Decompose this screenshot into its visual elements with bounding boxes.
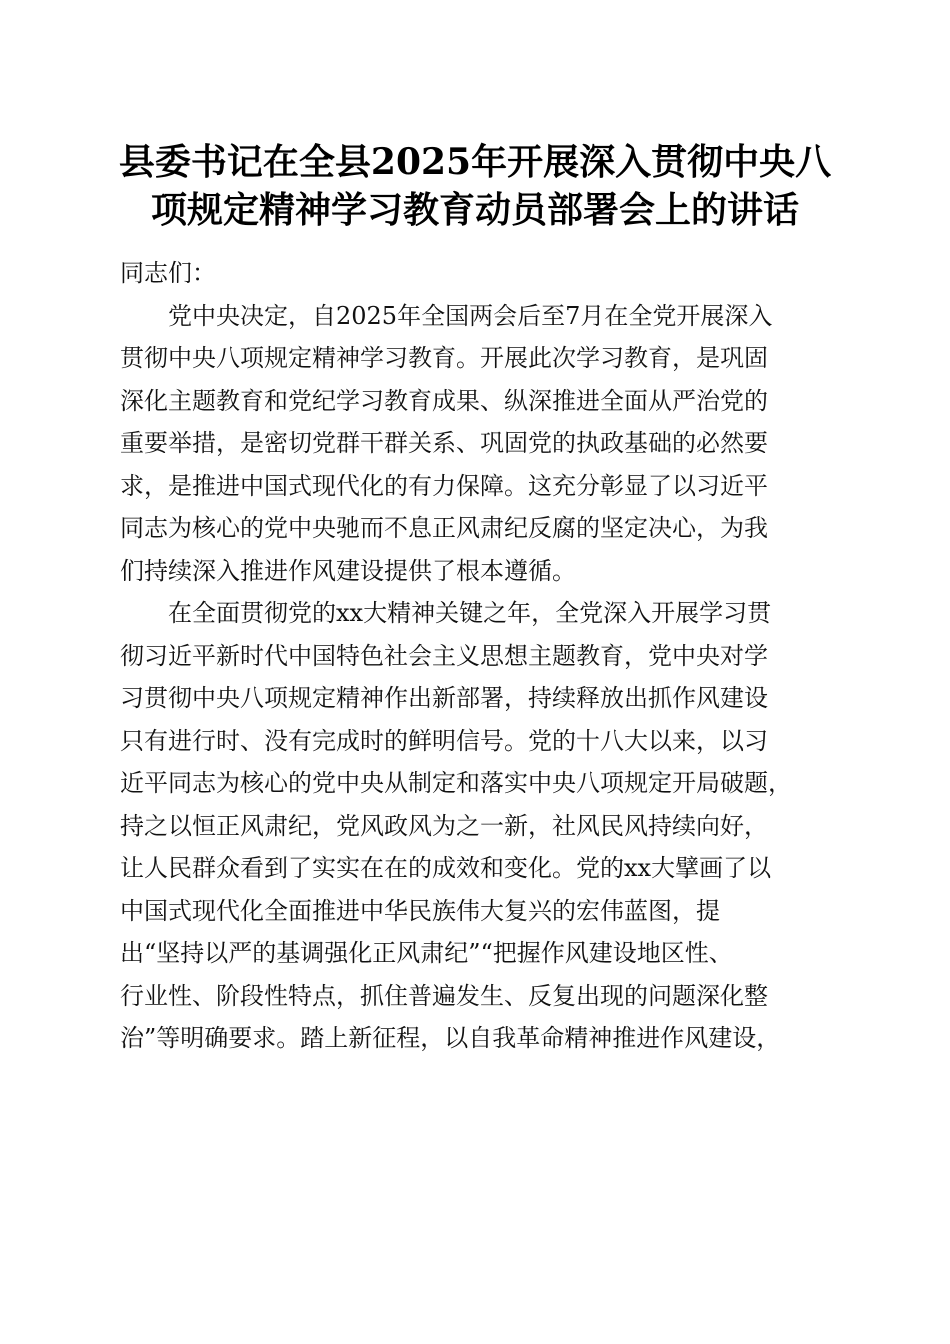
- title-line: 项规定精神学习教育动员部署会上的讲话: [150, 189, 799, 231]
- paragraph-line: 只有进行时、没有完成时的鲜明信号。党的十八大以来，以习: [120, 726, 768, 755]
- paragraph-line: 重要举措，是密切党群干群关系、巩固党的执政基础的必然要: [120, 429, 768, 457]
- paragraph-line: 求，是推进中国式现代化的有力保障。这充分彰显了以习近平: [120, 471, 768, 500]
- paragraph-line: 们持续深入推进作风建设提供了根本遵循。: [120, 556, 576, 585]
- paragraph-line: 让人民群众看到了实实在在的成效和变化。党的xx大擘画了以: [120, 854, 772, 882]
- paragraph-line: 党中央决定，自2025年全国两会后至7月在全党开展深入: [168, 301, 773, 330]
- paragraph-line: 中国式现代化全面推进中华民族伟大复兴的宏伟蓝图，提: [120, 896, 720, 925]
- paragraph-line: 出“坚持以严的基调强化正风肃纪”“把握作风建设地区性、: [120, 939, 733, 967]
- document-body: [120, 252, 840, 1060]
- paragraph-line: 在全面贯彻党的xx大精神关键之年，全党深入开展学习贯: [168, 599, 772, 627]
- paragraph-line: 持之以恒正风肃纪，党风政风为之一新，社风民风持续向好，: [120, 811, 768, 840]
- paragraph-line: 同志为核心的党中央驰而不息正风肃纪反腐的坚定决心，为我: [120, 514, 768, 542]
- paragraph-1: [120, 295, 840, 593]
- paragraph-line: 彻习近平新时代中国特色社会主义思想主题教育，党中央对学: [120, 641, 768, 670]
- document-title: [100, 138, 850, 234]
- salutation: 同志们：: [120, 259, 216, 287]
- paragraph-line: 近平同志为核心的党中央从制定和落实中央八项规定开局破题，: [120, 769, 792, 797]
- paragraph-line: 习贯彻中央八项规定精神作出新部署，持续释放出抓作风建设: [120, 684, 768, 712]
- paragraph-line: 深化主题教育和党纪学习教育成果、纵深推进全面从严治党的: [120, 386, 768, 415]
- paragraph-line: 行业性、阶段性特点，抓住普遍发生、反复出现的问题深化整: [120, 981, 768, 1010]
- title-line: 县委书记在全县2025年开展深入贯彻中央八: [118, 141, 832, 183]
- paragraph-line: 治”等明确要求。踏上新征程，以自我革命精神推进作风建设，: [120, 1024, 781, 1052]
- paragraph-line: 贯彻中央八项规定精神学习教育。开展此次学习教育，是巩固: [120, 344, 768, 372]
- paragraph-2: [120, 592, 840, 1060]
